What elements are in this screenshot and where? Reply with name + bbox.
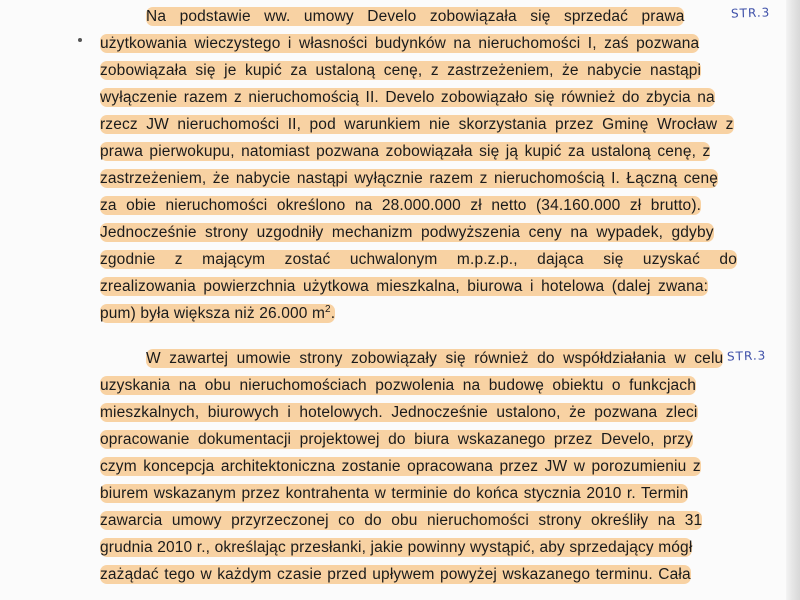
highlighted-text: wyłączenie razem z nieruchomością II. Develo zobowiązało się również do zbycia na — [100, 89, 715, 106]
paragraph-2-line-3 — [100, 400, 698, 426]
highlighted-text: rzecz JW nieruchomości II, pod warunkiem nie skorzystania przez Gminę Wrocław z — [100, 116, 734, 133]
end-punct: . — [330, 305, 336, 322]
paragraph-1-line-11 — [100, 274, 708, 300]
paragraph-2-line-5 — [100, 454, 701, 480]
highlighted-text: prawa pierwokupu, natomiast pozwana zobowiązała się ją kupić za ustaloną cenę, z — [100, 143, 711, 160]
highlighted-text: Na podstawie ww. umowy Develo zobowiązała się sprzedać prawa — [146, 8, 685, 25]
highlighted-text: użytkowania wieczystego i własności budynków na nieruchomości I, zaś pozwana — [100, 35, 700, 52]
highlighted-text: grudnia 2010 r., określając przesłanki, jakie powinny wystąpić, aby sprzedający mógł — [100, 539, 693, 556]
highlighted-text — [100, 304, 335, 323]
paragraph-2-line-1 — [146, 346, 723, 372]
highlighted-text: czym koncepcja architektoniczna zostanie opracowana przez JW w porozumieniu z — [100, 458, 701, 475]
paragraph-1-line-12 — [100, 301, 335, 327]
highlighted-text: za obie nieruchomości określono na 28.000.000 zł netto (34.160.000 zł brutto). — [100, 197, 702, 214]
highlighted-text: W zawartej umowie strony zobowiązały się również do współdziałania w celu — [146, 350, 724, 367]
highlighted-text: zastrzeżeniem, że nabycie nastąpi wyłącznie razem z nieruchomością I. Łączną cenę — [100, 170, 718, 187]
page-edge-shadow — [786, 0, 800, 600]
highlighted-text: uzyskania na obu nieruchomościach pozwolenia na budowę obiektu o funkcjach — [100, 377, 696, 394]
paragraph-2-line-4 — [100, 427, 693, 453]
highlighted-text: zawarcia umowy przyrzeczonej co do obu nieruchomości strony określiły na 31 — [100, 512, 703, 529]
paragraph-2-line-9 — [100, 562, 691, 588]
highlighted-text: zobowiązała się je kupić za ustaloną cenę, z zastrzeżeniem, że nabycie nastąpi — [100, 62, 702, 79]
paragraph-1-line-7 — [100, 166, 718, 192]
superscript-2: 2 — [325, 303, 331, 315]
paragraph-1-line-3 — [100, 58, 701, 84]
paragraph-1-line-6 — [100, 139, 710, 165]
area-text: pum) była większa niż 26.000 m — [100, 305, 326, 322]
paragraph-1-line-8 — [100, 193, 701, 219]
margin-note-2: STR.3 — [726, 348, 767, 364]
highlighted-text: zażądać tego w każdym czasie przed upływem powyżej wskazanego terminu. Cała — [100, 566, 691, 583]
highlighted-text: opracowanie dokumentacji projektowej do biura wskazanego przez Develo, przy — [100, 431, 693, 448]
margin-note-1: STR.3 — [730, 5, 771, 21]
paragraph-2-line-6 — [100, 481, 688, 507]
paragraph-1-line-2 — [100, 31, 699, 57]
paragraph-2-line-8 — [100, 535, 692, 561]
paragraph-1-line-10 — [100, 247, 737, 273]
highlighted-text: Jednocześnie strony uzgodniły mechanizm podwyższenia ceny na wypadek, gdyby — [100, 224, 714, 241]
paragraph-1-line-4 — [100, 85, 715, 111]
highlighted-text: mieszkalnych, biurowych i hotelowych. Jednocześnie ustalono, że pozwana zleci — [100, 404, 698, 421]
paragraph-1-line-9 — [100, 220, 714, 246]
paragraph-1-line-1 — [146, 4, 684, 30]
highlighted-text: biurem wskazanym przez kontrahenta w terminie do końca stycznia 2010 r. Termin — [100, 485, 689, 502]
paragraph-1-line-5 — [100, 112, 734, 138]
margin-dot — [78, 38, 82, 42]
paragraph-2-line-7 — [100, 508, 702, 534]
highlighted-text: zgodnie z mającym zostać uchwalonym m.p.z.p., dająca się uzyskać do — [100, 251, 737, 268]
paragraph-2-line-2 — [100, 373, 696, 399]
highlighted-text: zrealizowania powierzchnia użytkowa mieszkalna, biurowa i hotelowa (dalej zwana: — [100, 278, 709, 295]
